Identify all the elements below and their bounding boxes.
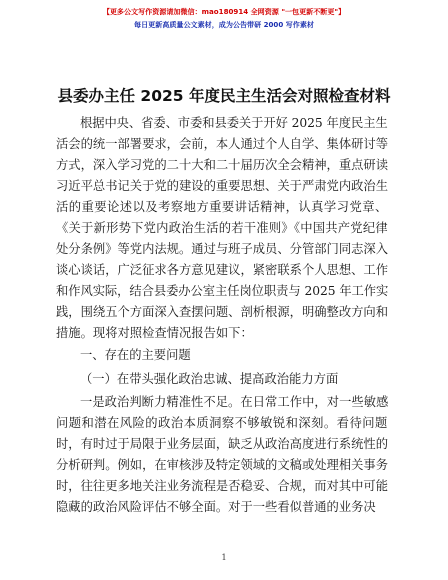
body-line: 时，有时过于局限于业务层面，缺乏从政治高度进行系统性的 — [56, 437, 389, 451]
intro-line: 措施。现将对照检查情况报告如下： — [56, 326, 253, 340]
subsection-heading: （一）在带头强化政治忠诚、提高政治能力方面 — [80, 372, 339, 386]
body-line: 分析研判。例如，在审核涉及特定领域的文稿或处理相关事务 — [56, 458, 389, 472]
intro-line: 习近平总书记关于党的建设的重要思想、关于严肃党内政治生 — [56, 179, 389, 193]
intro-line: 《关于新形势下党内政治生活的若干准则》《中国共产党纪律 — [56, 221, 388, 235]
intro-line: 和作风实际，结合县委办公室主任岗位职责与 2025 年工作实 — [56, 284, 389, 298]
intro-line: 谈心谈话，广泛征求各方意见建议，紧密联系个人思想、工作 — [56, 263, 389, 277]
section-heading: 一、存在的主要问题 — [80, 348, 191, 362]
promo-banner-top: 【更多公文写作资源请加微信：mao180914 全网资源 "一包更新不断更"】 — [102, 7, 346, 16]
body-line: 一是政治判断力精准性不足。在日常工作中，对一些敏感 — [80, 395, 389, 409]
intro-line: 方式，深入学习党的二十大和二十届历次全会精神，重点研读 — [56, 158, 389, 172]
page-number: 1 — [221, 553, 227, 562]
body-line: 时，往往更多地关注业务流程是否稳妥、合规，而对其中可能 — [56, 479, 389, 493]
intro-line: 根据中央、省委、市委和县委关于开好 2025 年度民主生 — [80, 116, 388, 130]
document-title: 县委办主任 2025 年度民主生活会对照检查材料 — [57, 87, 391, 105]
intro-line: 践，围绕五个方面深入查摆问题、剖析根源，明确整改方向和 — [56, 305, 389, 319]
intro-line: 活的重要论述以及考察地方重要讲话精神，认真学习党章、 — [56, 200, 388, 214]
body-line: 隐藏的政治风险评估不够全面。对于一些看似普通的业务决 — [56, 500, 376, 514]
promo-banner-bottom: 每日更新高质量公文素材，成为公告带研 2000 写作素材 — [134, 20, 314, 29]
intro-line: 处分条例》等党内法规。通过与班子成员、分管部门同志深入 — [56, 242, 389, 256]
body-line: 问题和潜在风险的政治本质洞察不够敏锐和深刻。看待问题 — [56, 416, 388, 430]
intro-line: 活会的统一部署要求，会前，本人通过个人自学、集体研讨等 — [56, 137, 389, 151]
